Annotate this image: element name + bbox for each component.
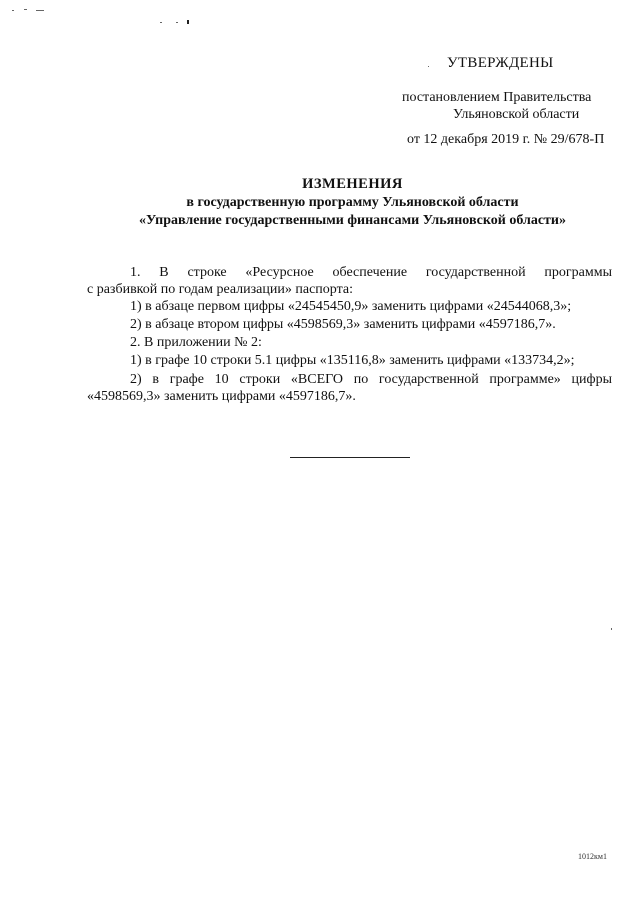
approval-title: УТВЕРЖДЕНЫ	[447, 55, 554, 71]
paragraph-1-item-2: 2) в абзаце втором цифры «4598569,3» заменить цифрами «4597186,7».	[130, 317, 556, 332]
approval-date: от 12 декабря 2019 г. № 29/678-П	[407, 132, 605, 147]
scan-speck	[36, 10, 44, 11]
approval-resolution: постановлением Правительства	[402, 90, 592, 105]
heading-title: ИЗМЕНЕНИЯ	[302, 176, 403, 192]
paragraph-2-item-1: 1) в графе 10 строки 5.1 цифры «135116,8» заменить цифрами «133734,2»;	[130, 353, 575, 368]
paragraph-2-line-1: 2. В приложении № 2:	[130, 335, 262, 350]
paragraph-1-item-1: 1) в абзаце первом цифры «24545450,9» заменить цифрами «24544068,3»;	[130, 299, 572, 314]
heading-program-name: «Управление государственными финансами Ульяновской области»	[139, 213, 566, 228]
end-rule	[290, 457, 410, 458]
paragraph-1-line-2: с разбивкой по годам реализации» паспорта:	[87, 282, 353, 297]
scan-speck	[428, 66, 429, 67]
scan-speck	[160, 22, 162, 23]
paragraph-2-item-2-line-1: 2) в графе 10 строки «ВСЕГО по государственной программе» цифры	[130, 372, 612, 387]
scan-speck	[176, 22, 178, 23]
scan-speck	[187, 20, 189, 24]
scan-speck	[611, 628, 612, 630]
document-code: 1012км1	[578, 852, 607, 861]
scan-speck	[24, 9, 27, 10]
approval-region: Ульяновской области	[453, 107, 580, 122]
paragraph-1-line-1: 1. В строке «Ресурсное обеспечение государственной программы	[130, 265, 612, 280]
heading-subtitle: в государственную программу Ульяновской области	[186, 195, 519, 210]
scan-speck	[12, 10, 14, 11]
paragraph-2-item-2-line-2: «4598569,3» заменить цифрами «4597186,7».	[87, 389, 356, 404]
